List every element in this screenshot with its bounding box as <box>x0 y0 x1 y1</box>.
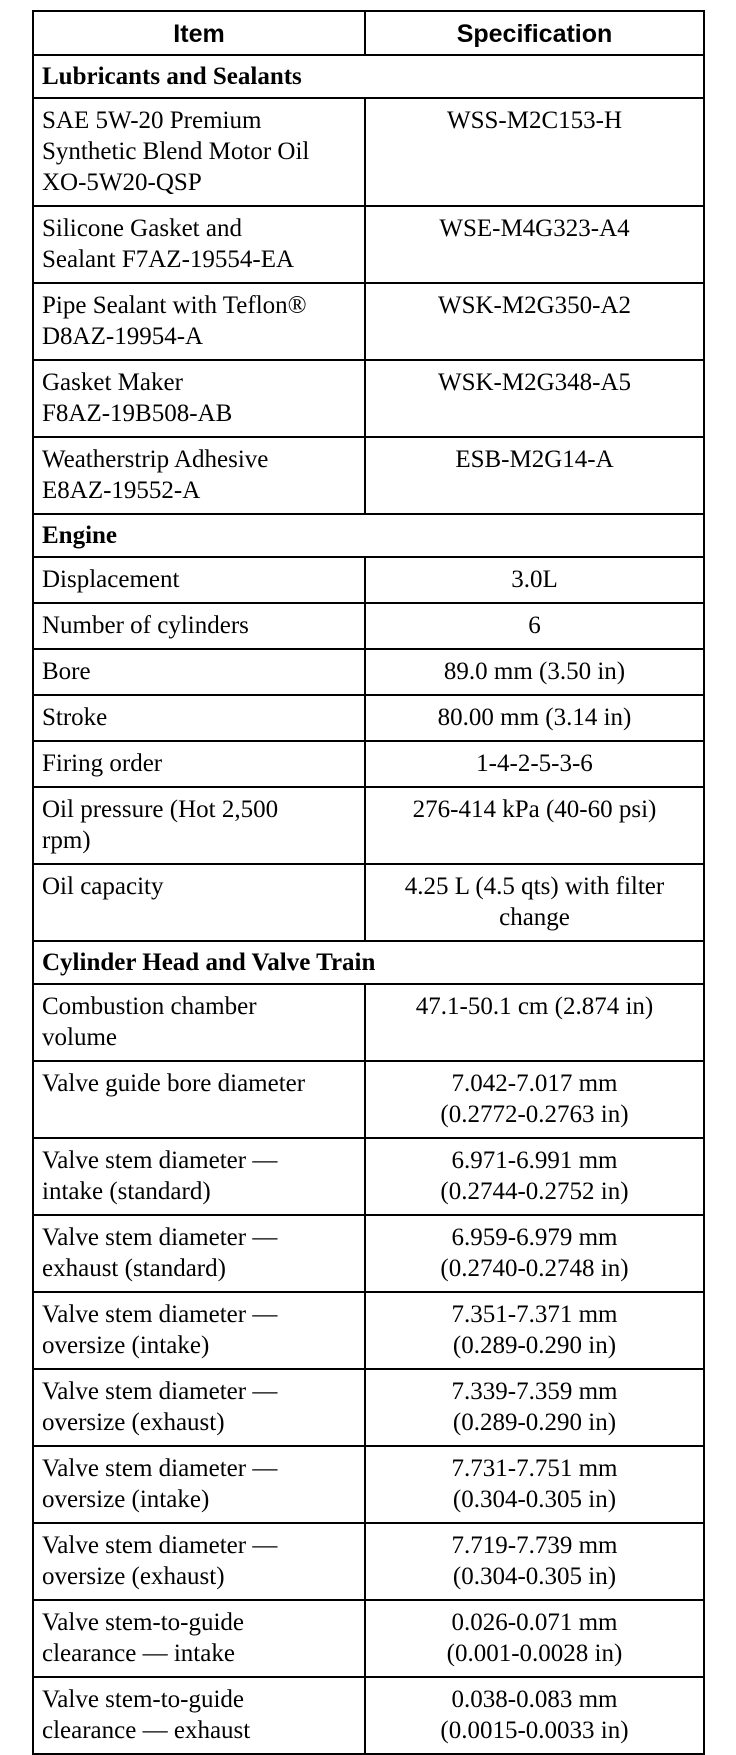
item-cell <box>33 603 365 649</box>
table-row <box>33 360 704 437</box>
spec-value: (0.289-0.290 in) <box>452 1409 617 1436</box>
item-cell <box>33 1292 365 1369</box>
spec-value: 4.25 L (4.5 qts) with filter <box>404 873 665 900</box>
section-row <box>33 941 704 984</box>
table-row <box>33 557 704 603</box>
item-cell <box>33 1215 365 1292</box>
item-text: SAE 5W-20 Premium <box>42 107 262 134</box>
spec-cell <box>365 437 704 514</box>
spec-value: 89.0 mm (3.50 in) <box>443 658 626 685</box>
item-text: oversize (intake) <box>42 1486 210 1513</box>
table-row <box>33 283 704 360</box>
table-row <box>33 603 704 649</box>
item-text: rpm) <box>42 827 91 854</box>
spec-value: 0.038-0.083 mm <box>451 1686 618 1713</box>
item-text: Pipe Sealant with Teflon® <box>42 292 307 319</box>
spec-value: WSE-M4G323-A4 <box>439 215 630 242</box>
item-text: D8AZ-19954-A <box>42 323 204 350</box>
item-text: volume <box>42 1024 117 1051</box>
spec-cell <box>365 649 704 695</box>
spec-value: WSK-M2G350-A2 <box>437 292 632 319</box>
item-text: Valve guide bore diameter <box>42 1070 306 1097</box>
item-cell <box>33 1369 365 1446</box>
spec-cell <box>365 1292 704 1369</box>
table-body <box>33 55 704 1754</box>
item-text: Gasket Maker <box>42 369 183 396</box>
spec-value: 7.731-7.751 mm <box>451 1455 618 1482</box>
spec-value: (0.2772-0.2763 in) <box>440 1101 629 1128</box>
item-cell <box>33 557 365 603</box>
spec-value: 6.959-6.979 mm <box>451 1224 618 1251</box>
table-row <box>33 864 704 941</box>
spec-cell <box>365 98 704 206</box>
item-text: clearance — exhaust <box>42 1717 251 1744</box>
item-text: Valve stem diameter — <box>42 1532 278 1559</box>
spec-value: change <box>499 904 570 931</box>
table-row <box>33 1215 704 1292</box>
table-row <box>33 649 704 695</box>
item-text: Number of cylinders <box>42 612 249 639</box>
spec-value: (0.0015-0.0033 in) <box>440 1717 629 1744</box>
item-cell <box>33 360 365 437</box>
spec-value: 7.719-7.739 mm <box>451 1532 618 1559</box>
item-text: Silicone Gasket and <box>42 215 242 242</box>
spec-cell <box>365 1677 704 1754</box>
item-text: oversize (exhaust) <box>42 1409 225 1436</box>
table-row <box>33 695 704 741</box>
spec-value: 1-4-2-5-3-6 <box>476 750 593 777</box>
item-text: exhaust (standard) <box>42 1255 226 1282</box>
item-cell <box>33 787 365 864</box>
spec-cell <box>365 1600 704 1677</box>
item-cell <box>33 864 365 941</box>
spec-value: 3.0L <box>511 566 558 593</box>
spec-cell <box>365 1369 704 1446</box>
item-text: Combustion chamber <box>42 993 257 1020</box>
item-cell <box>33 206 365 283</box>
table-row <box>33 741 704 787</box>
item-cell <box>33 1677 365 1754</box>
item-text: Valve stem diameter — <box>42 1378 278 1405</box>
header-row <box>33 11 704 55</box>
spec-value: (0.2740-0.2748 in) <box>440 1255 629 1282</box>
item-cell <box>33 1446 365 1523</box>
table-row <box>33 1446 704 1523</box>
item-text: Synthetic Blend Motor Oil <box>42 138 310 165</box>
spec-value: 7.042-7.017 mm <box>451 1070 618 1097</box>
spec-cell <box>365 741 704 787</box>
section-title: Cylinder Head and Valve Train <box>33 941 704 984</box>
item-text: Valve stem-to-guide <box>42 1686 245 1713</box>
spec-value: 7.339-7.359 mm <box>451 1378 618 1405</box>
item-text: Valve stem diameter — <box>42 1455 278 1482</box>
spec-value: (0.304-0.305 in) <box>452 1486 617 1513</box>
item-text: clearance — intake <box>42 1640 235 1667</box>
spec-value: WSS-M2C153-H <box>446 107 622 134</box>
spec-value: 6 <box>528 612 541 639</box>
table-row <box>33 1523 704 1600</box>
item-text: oversize (exhaust) <box>42 1563 225 1590</box>
spec-cell <box>365 603 704 649</box>
spec-value: ESB-M2G14-A <box>455 446 614 473</box>
spec-value: (0.304-0.305 in) <box>452 1563 617 1590</box>
header-item: Item <box>33 11 365 55</box>
spec-value: 6.971-6.991 mm <box>451 1147 618 1174</box>
spec-value: 0.026-0.071 mm <box>451 1609 618 1636</box>
header-specification: Specification <box>365 11 704 55</box>
table-row <box>33 1061 704 1138</box>
item-text: XO-5W20-QSP <box>42 169 202 196</box>
item-text: Displacement <box>42 566 180 593</box>
item-text: Sealant F7AZ-19554-EA <box>42 246 295 273</box>
spec-cell <box>365 1215 704 1292</box>
item-cell <box>33 984 365 1061</box>
item-text: Firing order <box>42 750 163 777</box>
spec-cell <box>365 695 704 741</box>
item-cell <box>33 649 365 695</box>
spec-cell <box>365 206 704 283</box>
item-cell <box>33 437 365 514</box>
table-row <box>33 1369 704 1446</box>
spec-cell <box>365 787 704 864</box>
specification-table <box>32 10 705 1755</box>
item-text: Valve stem diameter — <box>42 1301 278 1328</box>
table-row <box>33 984 704 1061</box>
item-text: Valve stem diameter — <box>42 1147 278 1174</box>
item-cell <box>33 98 365 206</box>
item-text: intake (standard) <box>42 1178 211 1205</box>
spec-value: (0.2744-0.2752 in) <box>440 1178 629 1205</box>
spec-value: 80.00 mm (3.14 in) <box>437 704 632 731</box>
spec-value: 47.1-50.1 cm (2.874 in) <box>415 993 654 1020</box>
item-text: Oil pressure (Hot 2,500 <box>42 796 279 823</box>
item-cell <box>33 695 365 741</box>
item-cell <box>33 1138 365 1215</box>
item-text: oversize (intake) <box>42 1332 210 1359</box>
spec-cell <box>365 1446 704 1523</box>
section-row <box>33 514 704 557</box>
spec-cell <box>365 1523 704 1600</box>
spec-cell <box>365 360 704 437</box>
spec-value: (0.289-0.290 in) <box>452 1332 617 1359</box>
item-text: Valve stem diameter — <box>42 1224 278 1251</box>
item-text: E8AZ-19552-A <box>42 477 201 504</box>
section-title: Engine <box>33 514 704 557</box>
item-cell <box>33 283 365 360</box>
item-cell <box>33 1523 365 1600</box>
table-row <box>33 1600 704 1677</box>
item-text: Bore <box>42 658 91 685</box>
item-text: F8AZ-19B508-AB <box>42 400 233 427</box>
item-cell <box>33 1061 365 1138</box>
table-row <box>33 98 704 206</box>
item-text: Oil capacity <box>42 873 164 900</box>
spec-cell <box>365 984 704 1061</box>
section-row <box>33 55 704 98</box>
table-row <box>33 206 704 283</box>
spec-value: WSK-M2G348-A5 <box>437 369 632 396</box>
spec-cell <box>365 1138 704 1215</box>
spec-cell <box>365 557 704 603</box>
item-text: Weatherstrip Adhesive <box>42 446 269 473</box>
table-row <box>33 1292 704 1369</box>
item-text: Stroke <box>42 704 108 731</box>
item-cell <box>33 1600 365 1677</box>
table-row <box>33 1677 704 1754</box>
section-title: Lubricants and Sealants <box>33 55 704 98</box>
item-text: Valve stem-to-guide <box>42 1609 245 1636</box>
spec-cell <box>365 283 704 360</box>
spec-cell <box>365 1061 704 1138</box>
spec-cell <box>365 864 704 941</box>
spec-value: 7.351-7.371 mm <box>451 1301 618 1328</box>
table-row <box>33 437 704 514</box>
spec-value: 276-414 kPa (40-60 psi) <box>412 796 657 823</box>
table-row <box>33 787 704 864</box>
item-cell <box>33 741 365 787</box>
table-row <box>33 1138 704 1215</box>
spec-value: (0.001-0.0028 in) <box>446 1640 623 1667</box>
